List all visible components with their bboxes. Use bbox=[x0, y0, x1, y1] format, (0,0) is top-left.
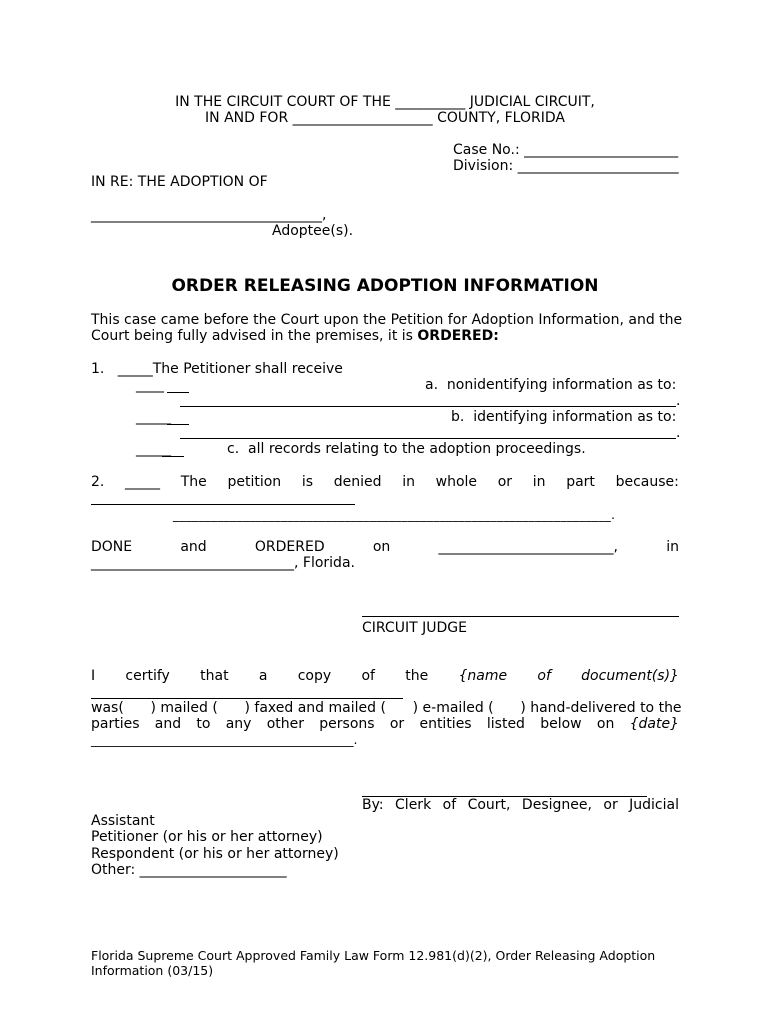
certify-line1 bbox=[91, 668, 679, 684]
done-word: ORDERED bbox=[254, 539, 325, 555]
circuit-judge-label: CIRCUIT JUDGE bbox=[362, 620, 467, 636]
item2-word: or bbox=[497, 474, 513, 490]
item2-checkbox-blank[interactable]: _____ bbox=[125, 474, 161, 490]
item2-word: denied bbox=[333, 474, 382, 490]
item1-c-underline bbox=[162, 456, 184, 457]
in-re-label: IN RE: THE ADOPTION OF bbox=[91, 174, 268, 190]
certify-word: the bbox=[405, 668, 429, 684]
clerk-word: or bbox=[603, 797, 618, 813]
item2-word: petition bbox=[227, 474, 282, 490]
certify-word: {date} bbox=[629, 716, 679, 732]
clerk-word: By: bbox=[362, 797, 384, 813]
item1-c-checkbox-blank[interactable]: _____ bbox=[136, 441, 171, 457]
item2-word: part bbox=[566, 474, 595, 490]
item2-word: because: bbox=[615, 474, 679, 490]
item2-line1 bbox=[91, 474, 679, 490]
certify-word: I bbox=[91, 668, 96, 684]
done-date-blank[interactable]: _________________________, bbox=[438, 539, 618, 555]
item1-b-underline bbox=[167, 424, 189, 425]
done-word: DONE bbox=[91, 539, 133, 555]
certify-word: {name bbox=[458, 668, 508, 684]
certify-word: document(s)} bbox=[581, 668, 679, 684]
certify-word: on bbox=[596, 716, 615, 732]
certify-word: listed bbox=[486, 716, 525, 732]
clerk-word: of bbox=[442, 797, 457, 813]
item1-b-period: . bbox=[676, 425, 681, 441]
item1-b-fill-line[interactable] bbox=[180, 438, 676, 439]
certify-date-line[interactable]: __________________________________________. bbox=[91, 732, 358, 747]
certify-line3 bbox=[91, 716, 679, 732]
certify-word: other bbox=[266, 716, 305, 732]
adoptee-label: Adoptee(s). bbox=[272, 223, 354, 239]
done-word: on bbox=[372, 539, 391, 555]
item1-b-checkbox-blank[interactable]: _____ bbox=[136, 409, 171, 425]
certify-word: copy bbox=[297, 668, 332, 684]
item2-word: The bbox=[180, 474, 207, 490]
certify-word: any bbox=[225, 716, 252, 732]
item1-lead: 1. _____The Petitioner shall receive bbox=[91, 361, 343, 377]
certify-word: that bbox=[200, 668, 229, 684]
clerk-label bbox=[362, 797, 679, 813]
item1-a-label: a. nonidentifying information as to: bbox=[425, 377, 677, 393]
certify-word: certify bbox=[125, 668, 170, 684]
done-line1 bbox=[91, 539, 679, 555]
clerk-assistant: Assistant bbox=[91, 813, 155, 829]
done-word: in bbox=[666, 539, 679, 555]
item2-word: whole bbox=[435, 474, 478, 490]
certify-word: of bbox=[361, 668, 375, 684]
certify-word: below bbox=[540, 716, 582, 732]
intro-line2-text: Court being fully advised in the premises, it is bbox=[91, 328, 418, 344]
item1-b-label: b. identifying information as to: bbox=[451, 409, 677, 425]
ordered-label: ORDERED: bbox=[417, 328, 499, 344]
item2-word: is bbox=[301, 474, 314, 490]
done-word: and bbox=[180, 539, 207, 555]
certify-word: persons bbox=[319, 716, 375, 732]
item1-a-fill-line[interactable] bbox=[180, 406, 676, 407]
judge-signature-line[interactable] bbox=[362, 616, 679, 617]
item1-a-underline bbox=[167, 392, 189, 393]
clerk-word: Judicial bbox=[629, 797, 679, 813]
recipient-other[interactable]: Other: _____________________ bbox=[91, 862, 287, 878]
clerk-word: Designee, bbox=[521, 797, 592, 813]
certify-document-line[interactable] bbox=[91, 698, 403, 699]
done-location-line[interactable]: _____________________________, Florida. bbox=[91, 555, 355, 571]
certify-word: of bbox=[537, 668, 551, 684]
recipient-respondent: Respondent (or his or her attorney) bbox=[91, 846, 339, 862]
item2-reason-line1[interactable] bbox=[91, 504, 355, 505]
item2-word: in bbox=[532, 474, 546, 490]
division[interactable]: Division: _______________________ bbox=[453, 158, 679, 174]
footer-line1: Florida Supreme Court Approved Family Law Form 12.981(d)(2), Order Releasing Adoption bbox=[91, 948, 656, 963]
certify-word: or bbox=[389, 716, 405, 732]
certify-delivery-line[interactable]: was( ) mailed ( ) faxed and mailed ( ) e-mailed ( ) hand-delivered to the bbox=[91, 700, 682, 716]
clerk-word: Court, bbox=[467, 797, 511, 813]
recipient-petitioner: Petitioner (or his or her attorney) bbox=[91, 829, 323, 845]
item2-word: in bbox=[402, 474, 415, 490]
footer-line2: Information (03/15) bbox=[91, 963, 214, 978]
page-title: ORDER RELEASING ADOPTION INFORMATION bbox=[171, 276, 599, 296]
certify-word: to bbox=[196, 716, 211, 732]
certify-word: parties bbox=[91, 716, 140, 732]
item1-a-checkbox-blank[interactable]: ____ bbox=[136, 377, 164, 393]
intro-line2 bbox=[91, 328, 499, 344]
court-header-line1: IN THE CIRCUIT COURT OF THE __________ JUDICIAL CIRCUIT, bbox=[175, 94, 595, 110]
court-header-line2: IN AND FOR ____________________ COUNTY, FLORIDA bbox=[205, 110, 565, 126]
item2-word: 2. bbox=[91, 474, 105, 490]
clerk-word: Clerk bbox=[395, 797, 432, 813]
certify-word: entities bbox=[419, 716, 472, 732]
intro-line1: This case came before the Court upon the Petition for Adoption Information, and the bbox=[91, 312, 683, 328]
item1-c-label: c. all records relating to the adoption proceedings. bbox=[227, 441, 586, 457]
certify-word: and bbox=[154, 716, 182, 732]
adoptee-name-blank[interactable]: _________________________________, bbox=[91, 207, 327, 223]
certify-word: a bbox=[258, 668, 268, 684]
case-number[interactable]: Case No.: ______________________ bbox=[453, 142, 679, 158]
item2-reason-line2[interactable]: _____________________________________________________________________. bbox=[173, 508, 616, 522]
item1-a-period: . bbox=[676, 393, 681, 409]
